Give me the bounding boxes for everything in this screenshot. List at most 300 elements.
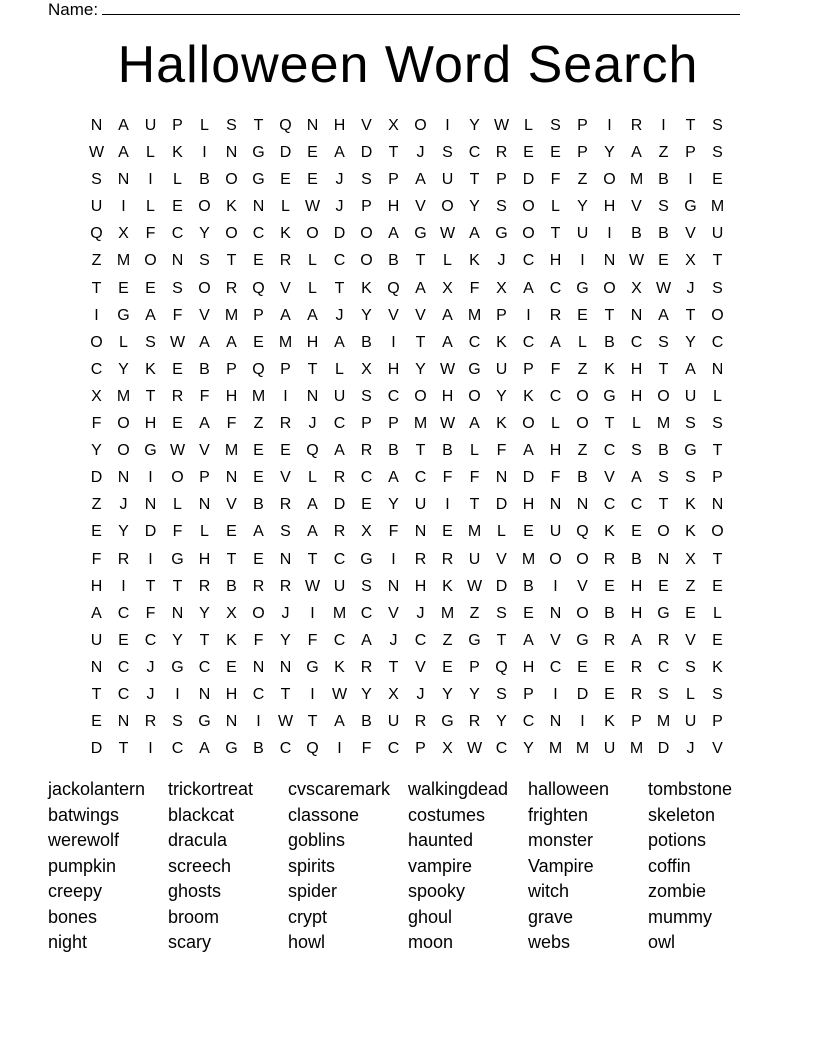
grid-letter: W xyxy=(439,225,456,243)
grid-letter: H xyxy=(630,387,643,405)
grid-letter: M xyxy=(548,740,563,758)
grid-letter: S xyxy=(712,685,723,703)
grid-letter: Y xyxy=(523,740,534,758)
grid-letter: V xyxy=(415,198,426,216)
grid-letter: O xyxy=(360,252,373,270)
grid-letter: V xyxy=(280,469,291,487)
grid-letter: S xyxy=(658,685,669,703)
grid-letter: C xyxy=(630,496,643,514)
grid-letter: Y xyxy=(388,496,399,514)
grid-letter: K xyxy=(496,333,507,351)
grid-letter: S xyxy=(658,333,669,351)
grid-letter: R xyxy=(468,713,481,731)
grid-letter: T xyxy=(280,685,291,703)
grid-letter: P xyxy=(496,171,507,189)
grid-letter: O xyxy=(441,198,454,216)
grid-letter: L xyxy=(173,171,182,189)
grid-letter: A xyxy=(307,496,318,514)
grid-letter: V xyxy=(415,306,426,324)
grid-letter: I xyxy=(121,198,126,216)
grid-letter: H xyxy=(144,415,157,433)
grid-letter: N xyxy=(549,496,562,514)
grid-letter: P xyxy=(361,415,372,433)
grid-letter: F xyxy=(442,469,453,487)
grid-letter: V xyxy=(226,496,237,514)
grid-letter: N xyxy=(144,496,157,514)
grid-letter: X xyxy=(442,279,453,297)
grid-letter: J xyxy=(335,171,344,189)
grid-letter: E xyxy=(91,523,102,541)
word-bank-item: spider xyxy=(288,881,338,901)
grid-letter: E xyxy=(307,144,318,162)
grid-letter: W xyxy=(466,740,483,758)
grid-letter: F xyxy=(550,171,561,189)
grid-letter: S xyxy=(172,713,183,731)
grid-letter: Y xyxy=(361,685,372,703)
grid-letter: J xyxy=(308,415,317,433)
grid-letter: X xyxy=(91,387,102,405)
grid-letter: N xyxy=(306,387,319,405)
grid-letter: N xyxy=(387,577,400,595)
grid-letter: C xyxy=(468,144,481,162)
grid-letter: R xyxy=(279,577,292,595)
word-bank-item: potions xyxy=(648,830,707,850)
grid-letter: F xyxy=(253,631,264,649)
grid-letter: D xyxy=(495,577,508,595)
grid-letter: E xyxy=(712,171,723,189)
grid-letter: L xyxy=(308,279,317,297)
grid-letter: W xyxy=(439,415,456,433)
grid-letter: Y xyxy=(172,631,183,649)
grid-letter: C xyxy=(387,387,400,405)
grid-letter: W xyxy=(493,117,510,134)
grid-letter: E xyxy=(118,279,129,297)
word-bank-item: tombstone xyxy=(648,779,733,799)
grid-letter: I xyxy=(148,550,153,568)
grid-letter: K xyxy=(604,360,615,378)
word-bank-item: webs xyxy=(528,932,571,952)
grid-letter: L xyxy=(713,604,722,622)
word-bank-item: vampire xyxy=(408,855,473,876)
grid-letter: W xyxy=(277,713,294,731)
grid-letter: E xyxy=(604,685,615,703)
grid-letter: E xyxy=(226,658,237,676)
grid-letter: G xyxy=(684,442,697,460)
grid-letter: O xyxy=(225,171,238,189)
grid-letter: E xyxy=(550,144,561,162)
grid-letter: A xyxy=(334,713,345,731)
grid-letter: K xyxy=(604,523,615,541)
grid-letter: H xyxy=(333,117,346,134)
grid-letter: S xyxy=(658,198,669,216)
word-bank-item: blackcat xyxy=(168,804,235,825)
grid-letter: L xyxy=(173,496,182,514)
grid-letter: H xyxy=(387,198,400,216)
grid-letter: A xyxy=(199,740,210,758)
grid-letter: E xyxy=(307,171,318,189)
grid-letter: N xyxy=(306,117,319,134)
grid-letter: E xyxy=(604,577,615,595)
grid-letter: S xyxy=(631,442,642,460)
grid-letter: N xyxy=(90,658,103,676)
grid-letter: F xyxy=(550,469,561,487)
grid-letter: Q xyxy=(306,442,319,460)
grid-letter: A xyxy=(334,333,345,351)
grid-letter: S xyxy=(712,144,723,162)
word-bank-item: ghosts xyxy=(168,881,222,901)
grid-letter: E xyxy=(253,333,264,351)
grid-letter: I xyxy=(148,740,153,758)
grid-letter: Q xyxy=(495,658,508,676)
grid-letter: Z xyxy=(91,496,102,514)
grid-letter: N xyxy=(657,550,670,568)
grid-letter: C xyxy=(333,631,346,649)
grid-letter: Z xyxy=(577,442,588,460)
grid-letter: R xyxy=(252,577,265,595)
grid-letter: L xyxy=(686,685,695,703)
grid-letter: L xyxy=(146,198,155,216)
grid-letter: O xyxy=(522,198,535,216)
word-bank-item: werewolf xyxy=(48,830,120,850)
grid-letter: D xyxy=(360,144,373,162)
grid-letter: Z xyxy=(253,415,264,433)
grid-letter: K xyxy=(469,252,480,270)
grid-letter: O xyxy=(711,306,724,324)
grid-letter: K xyxy=(496,415,507,433)
grid-letter: J xyxy=(146,658,155,676)
grid-letter: Y xyxy=(604,144,615,162)
grid-letter: D xyxy=(657,740,670,758)
grid-letter: T xyxy=(91,279,102,297)
grid-letter: B xyxy=(442,442,453,460)
grid-letter: R xyxy=(117,550,130,568)
grid-letter: N xyxy=(630,306,643,324)
grid-letter: C xyxy=(279,740,292,758)
grid-letter: M xyxy=(413,415,428,433)
grid-letter: L xyxy=(497,523,506,541)
grid-letter: O xyxy=(171,469,184,487)
name-label: Name: xyxy=(48,0,99,19)
grid-letter: N xyxy=(603,252,616,270)
grid-letter: A xyxy=(685,360,696,378)
grid-letter: A xyxy=(388,225,399,243)
grid-letter: E xyxy=(658,252,669,270)
grid-letter: S xyxy=(496,685,507,703)
word-bank-item: trickortreat xyxy=(168,779,254,799)
grid-letter: C xyxy=(90,360,103,378)
grid-letter: W xyxy=(169,333,186,351)
grid-letter: O xyxy=(576,415,589,433)
grid-letter: R xyxy=(279,252,292,270)
grid-letter: M xyxy=(278,333,293,351)
word-bank-item: broom xyxy=(168,906,220,927)
grid-letter: I xyxy=(580,713,585,731)
grid-letter: E xyxy=(604,658,615,676)
grid-letter: E xyxy=(172,360,183,378)
grid-letter: W xyxy=(304,577,321,595)
grid-letter: Y xyxy=(469,117,480,134)
page-title: Halloween Word Search xyxy=(117,36,699,94)
grid-letter: Q xyxy=(306,740,319,758)
grid-letter: V xyxy=(361,117,372,134)
grid-letter: M xyxy=(224,442,239,460)
grid-letter: T xyxy=(496,631,507,649)
grid-letter: X xyxy=(118,225,129,243)
grid-letter: R xyxy=(630,117,643,134)
grid-letter: E xyxy=(118,631,129,649)
word-bank-item: batwings xyxy=(48,804,120,825)
grid-letter: T xyxy=(307,713,318,731)
grid-letter: P xyxy=(577,117,588,134)
grid-letter: E xyxy=(523,144,534,162)
grid-letter: M xyxy=(116,387,131,405)
grid-letter: C xyxy=(252,225,265,243)
grid-letter: C xyxy=(522,252,535,270)
grid-letter: B xyxy=(658,442,669,460)
grid-letter: O xyxy=(252,604,265,622)
grid-letter: A xyxy=(415,171,426,189)
word-bank-item: crypt xyxy=(288,906,328,927)
name-field-line xyxy=(48,0,740,19)
grid-letter: V xyxy=(685,225,696,243)
grid-letter: O xyxy=(522,415,535,433)
grid-letter: L xyxy=(200,523,209,541)
grid-letter: N xyxy=(225,144,238,162)
grid-letter: O xyxy=(198,279,211,297)
grid-letter: I xyxy=(391,333,396,351)
grid-letter: A xyxy=(631,469,642,487)
grid-letter: T xyxy=(307,550,318,568)
grid-letter: L xyxy=(200,117,209,134)
grid-letter: P xyxy=(172,117,183,134)
grid-letter: A xyxy=(550,333,561,351)
grid-letter: J xyxy=(686,740,695,758)
grid-letter: K xyxy=(361,279,372,297)
grid-letter: T xyxy=(172,577,183,595)
grid-letter: F xyxy=(172,306,183,324)
grid-letter: L xyxy=(551,415,560,433)
grid-letter: X xyxy=(442,740,453,758)
grid-letter: A xyxy=(469,225,480,243)
grid-letter: T xyxy=(658,360,669,378)
grid-letter: D xyxy=(90,740,103,758)
grid-letter: F xyxy=(91,550,102,568)
word-bank xyxy=(48,777,768,956)
grid-letter: S xyxy=(685,658,696,676)
grid-letter: H xyxy=(225,387,238,405)
grid-letter: V xyxy=(388,306,399,324)
grid-letter: T xyxy=(469,171,480,189)
word-bank-item: halloween xyxy=(528,779,610,799)
grid-letter: N xyxy=(414,523,427,541)
grid-letter: N xyxy=(225,469,238,487)
grid-letter: K xyxy=(172,144,183,162)
grid-letter: M xyxy=(251,387,266,405)
grid-letter: P xyxy=(253,306,264,324)
grid-letter: U xyxy=(441,171,454,189)
grid-letter: S xyxy=(496,198,507,216)
grid-letter: F xyxy=(307,631,318,649)
grid-letter: C xyxy=(171,740,184,758)
grid-letter: E xyxy=(226,523,237,541)
grid-letter: G xyxy=(171,550,184,568)
grid-letter: K xyxy=(145,360,156,378)
grid-letter: P xyxy=(496,306,507,324)
grid-letter: R xyxy=(414,713,427,731)
grid-letter: O xyxy=(90,333,103,351)
grid-letter: H xyxy=(441,387,454,405)
grid-letter: G xyxy=(117,306,130,324)
grid-letter: A xyxy=(658,306,669,324)
grid-letter: C xyxy=(630,333,643,351)
grid-letter: P xyxy=(469,658,480,676)
grid-letter: V xyxy=(415,658,426,676)
grid-letter: I xyxy=(94,306,99,324)
grid-letter: M xyxy=(467,523,482,541)
grid-letter: N xyxy=(171,252,184,270)
grid-letter: I xyxy=(175,685,180,703)
grid-letter: B xyxy=(631,225,642,243)
grid-letter: C xyxy=(711,333,724,351)
grid-letter: J xyxy=(281,604,290,622)
word-bank-item: walkingdead xyxy=(408,779,509,799)
grid-letter: X xyxy=(685,252,696,270)
grid-letter: T xyxy=(712,550,723,568)
grid-letter: J xyxy=(119,496,128,514)
grid-letter: L xyxy=(713,387,722,405)
grid-letter: O xyxy=(576,387,589,405)
grid-letter: A xyxy=(334,442,345,460)
grid-letter: N xyxy=(549,604,562,622)
grid-letter: C xyxy=(549,279,562,297)
grid-letter: P xyxy=(226,360,237,378)
grid-letter: F xyxy=(496,442,507,460)
grid-letter: N xyxy=(117,713,130,731)
grid-letter: D xyxy=(333,496,346,514)
grid-letter: H xyxy=(603,198,616,216)
grid-letter: A xyxy=(307,306,318,324)
grid-letter: L xyxy=(146,144,155,162)
grid-letter: P xyxy=(388,415,399,433)
grid-letter: U xyxy=(684,387,697,405)
grid-letter: C xyxy=(252,685,265,703)
grid-letter: A xyxy=(118,144,129,162)
grid-letter: E xyxy=(712,577,723,595)
grid-letter: P xyxy=(523,360,534,378)
grid-letter: R xyxy=(657,631,670,649)
grid-letter: A xyxy=(469,415,480,433)
grid-letter: N xyxy=(549,713,562,731)
grid-letter: R xyxy=(360,442,373,460)
grid-letter: P xyxy=(712,713,723,731)
grid-letter: B xyxy=(631,550,642,568)
grid-letter: R xyxy=(495,144,508,162)
grid-letter: C xyxy=(333,415,346,433)
grid-letter: Q xyxy=(252,279,265,297)
grid-letter: E xyxy=(145,279,156,297)
grid-letter: O xyxy=(360,225,373,243)
grid-letter: Y xyxy=(199,604,210,622)
word-bank-item: haunted xyxy=(408,830,474,850)
grid-letter: T xyxy=(91,685,102,703)
grid-letter: C xyxy=(495,740,508,758)
grid-letter: E xyxy=(91,713,102,731)
word-bank-item: ghoul xyxy=(408,906,453,927)
grid-letter: T xyxy=(712,252,723,270)
grid-letter: N xyxy=(279,658,292,676)
word-bank-item: coffin xyxy=(648,855,691,876)
word-bank-item: goblins xyxy=(288,830,346,850)
grid-letter: E xyxy=(172,198,183,216)
grid-letter: X xyxy=(361,523,372,541)
grid-letter: W xyxy=(304,198,321,216)
grid-letter: O xyxy=(198,198,211,216)
grid-letter: L xyxy=(119,333,128,351)
grid-letter: B xyxy=(199,360,210,378)
grid-letter: B xyxy=(361,333,372,351)
grid-letter: G xyxy=(360,550,373,568)
grid-letter: I xyxy=(310,685,315,703)
grid-letter: X xyxy=(388,117,399,134)
grid-letter: C xyxy=(603,496,616,514)
grid-letter: A xyxy=(199,415,210,433)
grid-letter: R xyxy=(441,550,454,568)
grid-letter: H xyxy=(225,685,238,703)
grid-letter: L xyxy=(578,333,587,351)
grid-letter: S xyxy=(361,577,372,595)
grid-letter: W xyxy=(439,360,456,378)
grid-letter: R xyxy=(549,306,562,324)
grid-letter: X xyxy=(361,360,372,378)
grid-letter: G xyxy=(576,279,589,297)
grid-letter: V xyxy=(496,550,507,568)
grid-letter: J xyxy=(416,685,425,703)
grid-letter: M xyxy=(656,415,671,433)
grid-letter: Q xyxy=(252,360,265,378)
grid-letter: V xyxy=(631,198,642,216)
grid-letter: S xyxy=(712,117,723,134)
grid-letter: Y xyxy=(199,225,210,243)
grid-letter: I xyxy=(337,740,342,758)
grid-letter: I xyxy=(607,117,612,134)
grid-letter: E xyxy=(631,523,642,541)
grid-letter: C xyxy=(657,658,670,676)
grid-letter: U xyxy=(333,577,346,595)
grid-letter: T xyxy=(415,333,426,351)
grid-letter: V xyxy=(550,631,561,649)
letter-grid xyxy=(83,112,731,762)
grid-letter: E xyxy=(523,604,534,622)
grid-letter: F xyxy=(145,604,156,622)
grid-letter: F xyxy=(91,415,102,433)
grid-letter: C xyxy=(522,713,535,731)
grid-letter: O xyxy=(414,117,427,134)
grid-letter: G xyxy=(576,631,589,649)
grid-letter: S xyxy=(280,523,291,541)
grid-letter: D xyxy=(495,496,508,514)
word-bank-item: pumpkin xyxy=(48,855,117,876)
word-bank-item: classone xyxy=(288,804,360,825)
grid-letter: E xyxy=(280,171,291,189)
grid-letter: Y xyxy=(685,333,696,351)
grid-letter: J xyxy=(335,198,344,216)
grid-letter: O xyxy=(414,387,427,405)
grid-letter: C xyxy=(117,658,130,676)
grid-letter: I xyxy=(445,117,450,134)
word-bank-item: cvscaremark xyxy=(288,779,391,799)
grid-letter: M xyxy=(440,604,455,622)
grid-letter: K xyxy=(712,658,723,676)
